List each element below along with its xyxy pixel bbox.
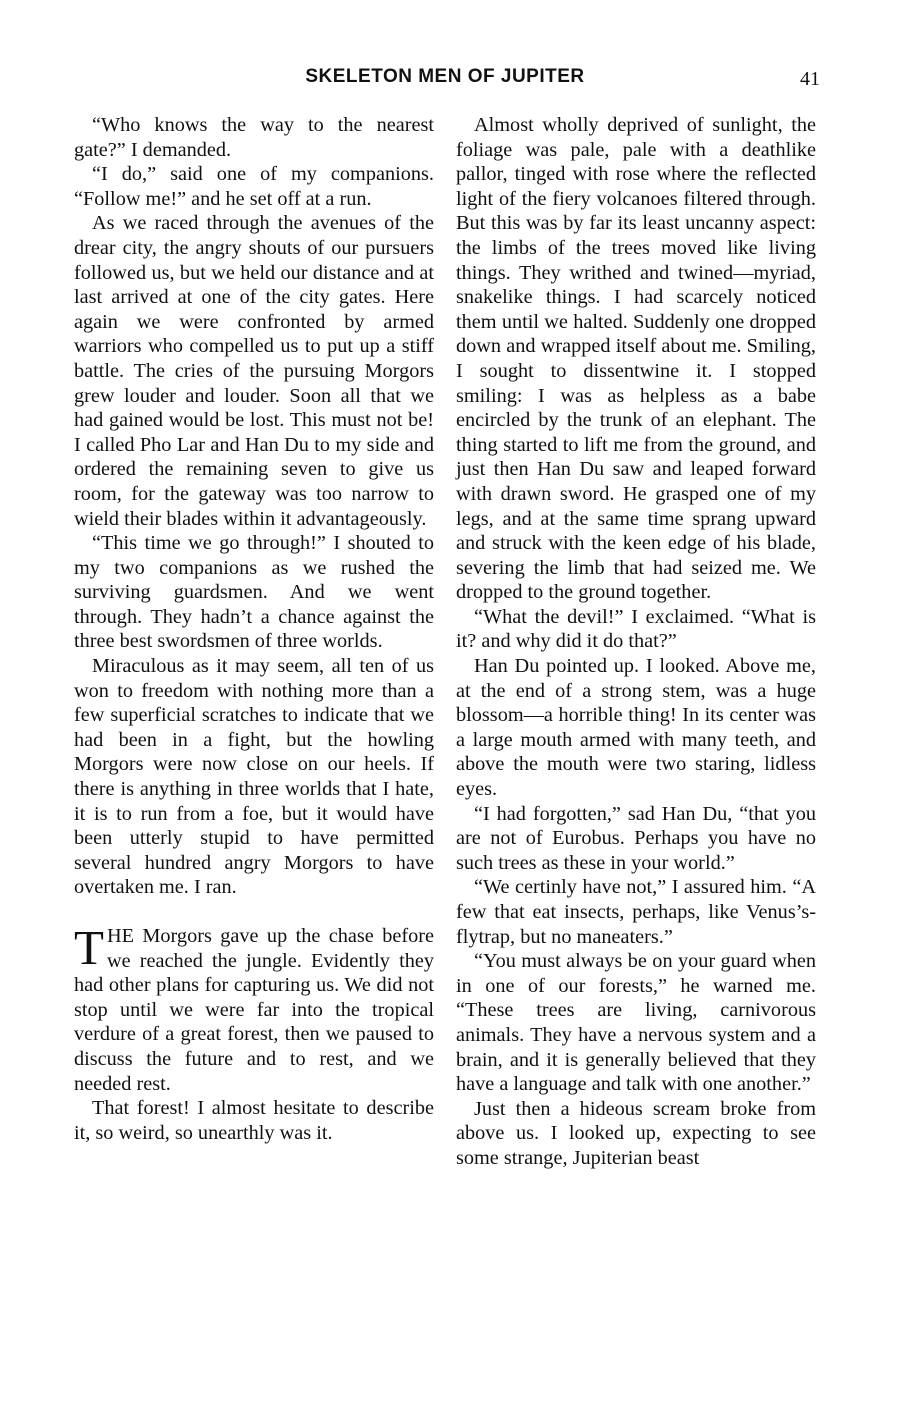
continued-paragraph: Almost wholly deprived of sunlight, the foliage was pale, pale with a deathlike pallor, tinged with rose where the reflected light of the fiery volcanoes filtered through. But this was by far its least uncanny aspect: the limbs of the trees moved like living things. They writhed and twined—myriad, snakelike things. I had scarcely noticed them until we halted. Suddenly one dropped down and wrapped itself about me. Smiling, I sought to dissentwine it. I stopped smiling: I was as helpless as a babe encircled by the trunk of an elephant. The thing started to lift me from the ground, and just then Han Du saw and leaped forward with drawn sword. He grasped one of my legs, and at the same time sprang upward and struck with the keen edge of his blade, severing the limb that had seized me. We dropped to the ground together. xyxy=(456,114,816,604)
paragraph: Han Du pointed up. I looked. Above me, at the end of a strong stem, was a huge blossom—a horrible thing! In its center was a large mouth armed with many teeth, and above the mouth were two staring, lidless eyes. xyxy=(456,655,816,801)
paragraph: “What the devil!” I exclaimed. “What is it? and why did it do that?” xyxy=(456,605,816,653)
paragraph: “This time we go through!” I shouted to my two companions as we rushed the surviving guardsmen. And we went through. They hadn’t a chance against the three best swordsmen of three worlds. xyxy=(74,532,434,653)
paragraph: “We certinly have not,” I assured him. “A few that eat insects, perhaps, like Venus’s-flytrap, but no maneaters.” xyxy=(456,876,816,948)
paragraph: “I had forgotten,” sad Han Du, “that you are not of Eurobus. Perhaps you have no such trees as these in your world.” xyxy=(456,802,816,874)
paragraph: “I do,” said one of my companions. “Follow me!” and he set off at a run. xyxy=(74,163,434,210)
paragraph: “You must always be on your guard when in one of our forests,” he warned me. “These trees are living, carnivorous animals. They have a nervous system and a brain, and it is generally believed that they have a language and talk with one another.” xyxy=(456,950,816,1096)
section-paragraph xyxy=(74,920,434,1096)
paragraph: That forest! I almost hesitate to describe it, so weird, so unearthly was it. xyxy=(74,1097,434,1144)
running-title: SKELETON MEN OF JUPITER xyxy=(305,66,585,87)
paragraph: Miraculous as it may seem, all ten of us won to freedom with nothing more than a few superficial scratches to indicate that we had been in a fight, but the howling Morgors were now close on our heels. If there is anything in three worlds that I hate, it is to run from a foe, but it would have been utterly stupid to have permitted several hundred angry Morgors to have overtaken me. I ran. xyxy=(74,655,434,899)
paragraph: Just then a hideous scream broke from above us. I looked up, expecting to see some strange, Jupiterian beast xyxy=(456,1097,816,1169)
left-column xyxy=(74,113,434,1145)
page-header xyxy=(0,66,900,96)
drop-cap: T xyxy=(74,920,104,975)
page-number: 41 xyxy=(800,68,820,90)
paragraph: “Who knows the way to the nearest gate?” I demanded. xyxy=(74,114,434,161)
paragraph: As we raced through the avenues of the drear city, the angry shouts of our pursuers followed us, but we held our distance and at last arrived at one of the city gates. Here again we were confronted by armed warriors who compelled us to put up a stiff battle. The cries of the pursuing Morgors grew louder and louder. Soon all that we had gained would be lost. This must not be! I called Pho Lar and Han Du to my side and ordered the remaining seven to give us room, for the gateway was too narrow to wield their blades within it advantageously. xyxy=(74,212,434,530)
right-column xyxy=(456,113,816,1171)
section-paragraph-text: HE Morgors gave up the chase before we reached the jungle. Evidently they had other plans for capturing us. We did not stop until we were far into the tropical verdure of a great forest, then we paused to discuss the future and to rest, and we needed rest. xyxy=(74,925,434,1095)
